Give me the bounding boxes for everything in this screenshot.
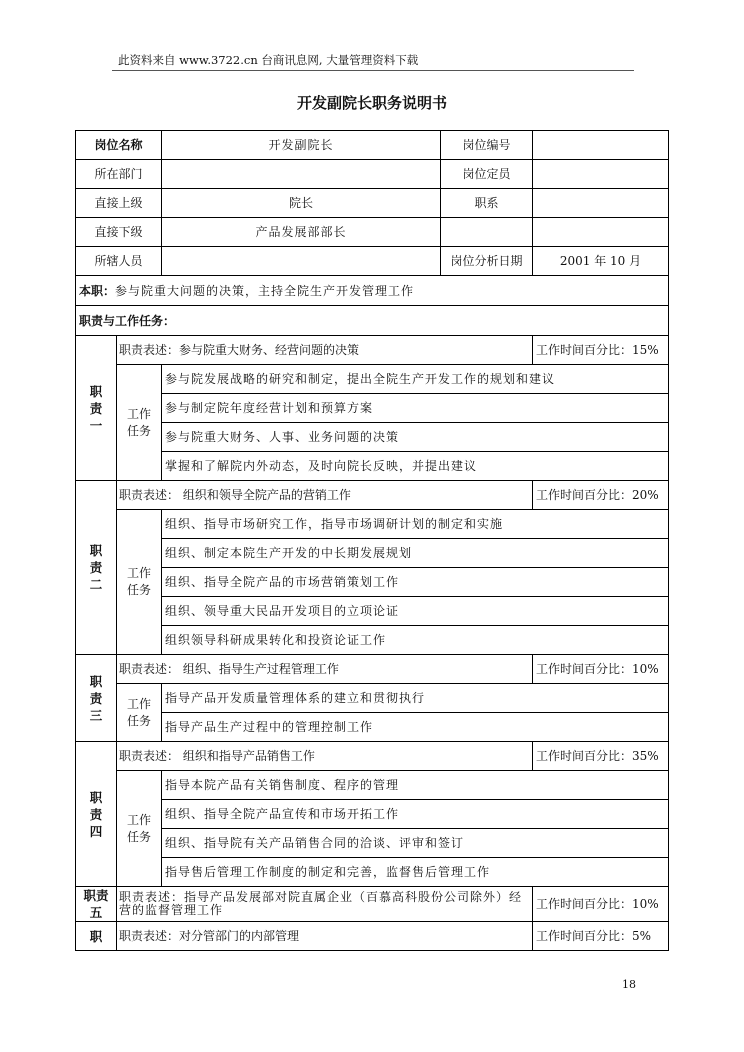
work-task-label <box>117 510 162 655</box>
work-task-label <box>117 684 162 742</box>
analysis-date-label: 岗位分析日期 <box>450 254 523 268</box>
row-staff <box>76 247 669 276</box>
grade-label: 职系 <box>474 196 499 210</box>
work-task-label-line2: 任务 <box>127 829 152 844</box>
work-task-label <box>117 771 162 887</box>
task-item: 指导产品开发质量管理体系的建立和贯彻执行 <box>162 684 669 713</box>
subordinate-label: 直接下级 <box>76 218 162 247</box>
task-item: 指导本院产品有关销售制度、程序的管理 <box>162 771 669 800</box>
task-item: 掌握和了解院内外动态，及时向院长反映，并提出建议 <box>162 452 669 481</box>
task-row <box>76 452 669 481</box>
work-task-label-line2: 任务 <box>127 713 152 728</box>
duty-label: 职 责 四 <box>76 742 117 887</box>
job-description-form <box>75 130 669 951</box>
task-row <box>76 800 669 829</box>
work-task-label-line1: 工作 <box>127 696 152 711</box>
duty-label: 职 责 一 <box>76 336 117 481</box>
task-row <box>76 365 669 394</box>
work-task-label-line1: 工作 <box>127 406 152 421</box>
dept-value <box>162 160 441 188</box>
superior-label: 直接上级 <box>76 189 162 218</box>
page-header-source: 此资料来自 www.3722.cn 台商讯息网, 大量管理资料下载 <box>118 53 419 67</box>
subordinate-value: 产品发展部部长 <box>162 218 441 246</box>
duty-statement: 职责表述：对分管部门的内部管理 <box>117 922 533 951</box>
work-task-label-line1: 工作 <box>127 812 152 827</box>
staff-label: 所辖人员 <box>76 247 162 276</box>
duty-statement: 职责表述：指导产品发展部对院直属企业（百慕高科股份公司除外）经营的监督管理工作 <box>117 887 533 922</box>
task-item: 组织、指导市场研究工作，指导市场调研计划的制定和实施 <box>162 510 669 539</box>
row-duties-heading <box>76 306 669 336</box>
duty-statement: 职责表述： 组织和指导产品销售工作 <box>117 742 533 771</box>
work-task-label-line2: 任务 <box>127 583 152 597</box>
task-item: 指导售后管理工作制度的制定和完善，监督售后管理工作 <box>162 858 669 887</box>
task-item: 参与院发展战略的研究和制定，提出全院生产开发工作的规划和建议 <box>162 365 669 394</box>
duty-summary <box>76 276 669 306</box>
staffing-value <box>533 160 669 189</box>
task-item: 组织、制定本院生产开发的中长期发展规划 <box>162 539 669 568</box>
header-divider <box>112 70 634 71</box>
duty-time-percent: 工作时间百分比：10% <box>533 887 669 922</box>
grade-value <box>533 189 669 218</box>
task-row <box>76 858 669 887</box>
work-task-label-line2: 任务 <box>127 423 152 438</box>
duty-label: 职 <box>76 922 117 951</box>
task-item: 参与制定院年度经营计划和预算方案 <box>162 394 669 423</box>
duty-time-percent: 工作时间百分比：5% <box>533 922 669 951</box>
task-row <box>76 626 669 655</box>
task-item: 组织、领导重大民品开发项目的立项论证 <box>162 597 669 626</box>
staff-value <box>162 247 441 275</box>
task-item: 组织、指导全院产品的市场营销策划工作 <box>162 568 669 597</box>
task-row <box>76 713 669 742</box>
task-row <box>76 597 669 626</box>
duty-label: 职责 五 <box>76 887 117 922</box>
task-item: 参与院重大财务、人事、业务问题的决策 <box>162 423 669 452</box>
duties-body <box>76 336 669 951</box>
work-task-label <box>117 365 162 481</box>
duty-statement: 职责表述： 组织和领导全院产品的营销工作 <box>117 481 533 510</box>
row-subordinate <box>76 218 669 247</box>
duty-statement-row <box>76 336 669 365</box>
staffing-label: 岗位定员 <box>462 167 511 181</box>
task-row <box>76 829 669 858</box>
dept-label: 所在部门 <box>76 160 162 189</box>
duties-heading: 职责与工作任务： <box>76 306 669 336</box>
superior-value: 院长 <box>162 189 441 217</box>
task-row <box>76 394 669 423</box>
task-row <box>76 771 669 800</box>
task-item: 指导产品生产过程中的管理控制工作 <box>162 713 669 742</box>
duty-summary-label: 本职： <box>79 283 116 298</box>
duty-label: 职 责 二 <box>76 481 117 655</box>
duty-statement-row <box>76 655 669 684</box>
duty-time-percent: 工作时间百分比：20% <box>533 481 669 510</box>
duty-statement-row <box>76 922 669 951</box>
duty-statement: 职责表述： 组织、指导生产过程管理工作 <box>117 655 533 684</box>
task-row <box>76 568 669 597</box>
duty-time-percent: 工作时间百分比：35% <box>533 742 669 771</box>
task-item: 组织、指导全院产品宣传和市场开拓工作 <box>162 800 669 829</box>
analysis-date-value: 2001 年 10 月 <box>533 247 669 276</box>
duty-summary-text: 参与院重大问题的决策，主持全院生产开发管理工作 <box>115 283 415 298</box>
row-duty-summary <box>76 276 669 306</box>
task-item: 组织领导科研成果转化和投资论证工作 <box>162 626 669 655</box>
task-row <box>76 684 669 713</box>
duty-time-percent: 工作时间百分比：15% <box>533 336 669 365</box>
row-superior <box>76 189 669 218</box>
task-row <box>76 510 669 539</box>
duty-label: 职 责 三 <box>76 655 117 742</box>
duty-statement-row <box>76 481 669 510</box>
work-task-label-line1: 工作 <box>127 566 152 580</box>
document-title: 开发副院长职务说明书 <box>296 94 447 112</box>
task-row <box>76 423 669 452</box>
position-name-value: 开发副院长 <box>162 131 441 159</box>
duty-statement-row <box>76 742 669 771</box>
page-number: 18 <box>622 978 636 991</box>
row-department <box>76 160 669 189</box>
position-no-value <box>533 131 669 160</box>
duty-time-percent: 工作时间百分比：10% <box>533 655 669 684</box>
duty-statement-row <box>76 887 669 922</box>
position-no-label: 岗位编号 <box>462 138 511 152</box>
row-position-name <box>76 131 669 160</box>
task-item: 组织、指导院有关产品销售合同的洽谈、评审和签订 <box>162 829 669 858</box>
position-name-label: 岗位名称 <box>76 131 162 160</box>
task-row <box>76 539 669 568</box>
duty-statement: 职责表述：参与院重大财务、经营问题的决策 <box>117 336 533 365</box>
